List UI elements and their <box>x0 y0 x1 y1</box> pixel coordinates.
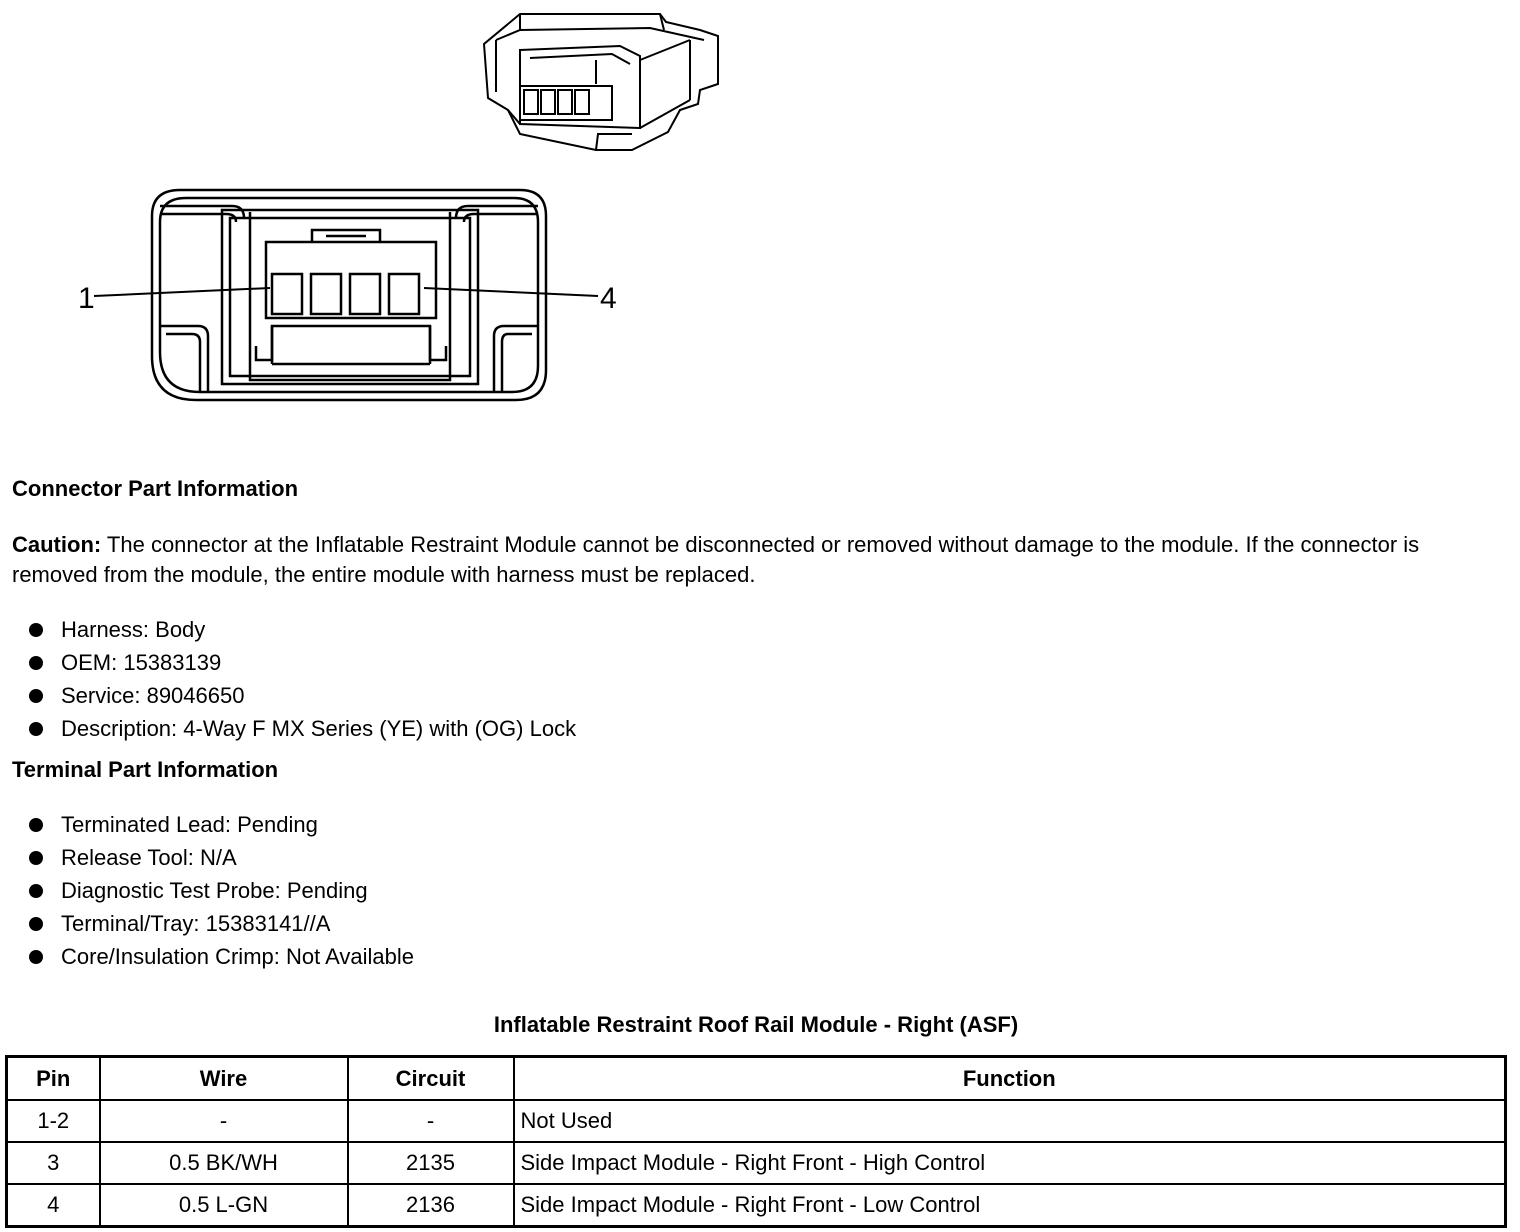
bullet-icon <box>29 851 43 865</box>
cell-wire: - <box>100 1100 348 1142</box>
bullet-icon <box>29 656 43 670</box>
list-item: Diagnostic Test Probe: Pending <box>26 874 414 907</box>
cell-pin: 3 <box>7 1142 100 1184</box>
connector-part-info-heading: Connector Part Information <box>12 476 299 501</box>
pin-leader-lines <box>94 288 598 296</box>
cell-circuit: - <box>348 1100 514 1142</box>
table-row <box>7 1184 1506 1227</box>
header-function: Function <box>514 1057 1506 1101</box>
terminal-part-info-heading: Terminal Part Information <box>12 757 279 782</box>
cell-wire: 0.5 L-GN <box>100 1184 348 1227</box>
list-item: Terminal/Tray: 15383141//A <box>26 907 414 940</box>
bullet-icon <box>29 818 43 832</box>
terminal-info-list <box>26 808 414 973</box>
pin-table <box>5 1055 1507 1228</box>
list-item: Harness: Body <box>26 613 576 646</box>
pin-4-label: 4 <box>600 282 617 315</box>
cell-function: Side Impact Module - Right Front - Low Control <box>514 1184 1506 1227</box>
caution-text: The connector at the Inflatable Restraint Module cannot be disconnected or removed without damage to the module. If the connector is removed from the module, the entire module with harness must be replaced. <box>12 532 1420 587</box>
table-header-row <box>7 1057 1506 1101</box>
cell-wire: 0.5 BK/WH <box>100 1142 348 1184</box>
cell-circuit: 2135 <box>348 1142 514 1184</box>
cell-circuit: 2136 <box>348 1184 514 1227</box>
cell-pin: 4 <box>7 1184 100 1227</box>
cell-function: Side Impact Module - Right Front - High Control <box>514 1142 1506 1184</box>
caution-paragraph <box>12 530 1507 590</box>
bullet-icon <box>29 689 43 703</box>
pin-1-label: 1 <box>78 282 95 315</box>
header-wire: Wire <box>100 1057 348 1101</box>
connector-info-list <box>26 613 576 745</box>
connector-face-view <box>152 190 546 400</box>
list-item: OEM: 15383139 <box>26 646 576 679</box>
cell-pin: 1-2 <box>7 1100 100 1142</box>
list-item: Release Tool: N/A <box>26 841 414 874</box>
list-item: Core/Insulation Crimp: Not Available <box>26 940 414 973</box>
bullet-icon <box>29 917 43 931</box>
list-item: Description: 4-Way F MX Series (YE) with (OG) Lock <box>26 712 576 745</box>
list-item: Terminated Lead: Pending <box>26 808 414 841</box>
table-row <box>7 1142 1506 1184</box>
connector-3d-view <box>484 14 718 150</box>
bullet-icon <box>29 884 43 898</box>
connector-diagram <box>0 0 760 420</box>
bullet-icon <box>29 950 43 964</box>
table-row <box>7 1100 1506 1142</box>
header-pin: Pin <box>7 1057 100 1101</box>
caution-label: Caution: <box>12 532 102 557</box>
pin-table-title: Inflatable Restraint Roof Rail Module - Right (ASF) <box>493 1012 1019 1037</box>
list-item: Service: 89046650 <box>26 679 576 712</box>
bullet-icon <box>29 722 43 736</box>
pin-1-leader <box>94 288 270 296</box>
bullet-icon <box>29 623 43 637</box>
cell-function: Not Used <box>514 1100 1506 1142</box>
header-circuit: Circuit <box>348 1057 514 1101</box>
